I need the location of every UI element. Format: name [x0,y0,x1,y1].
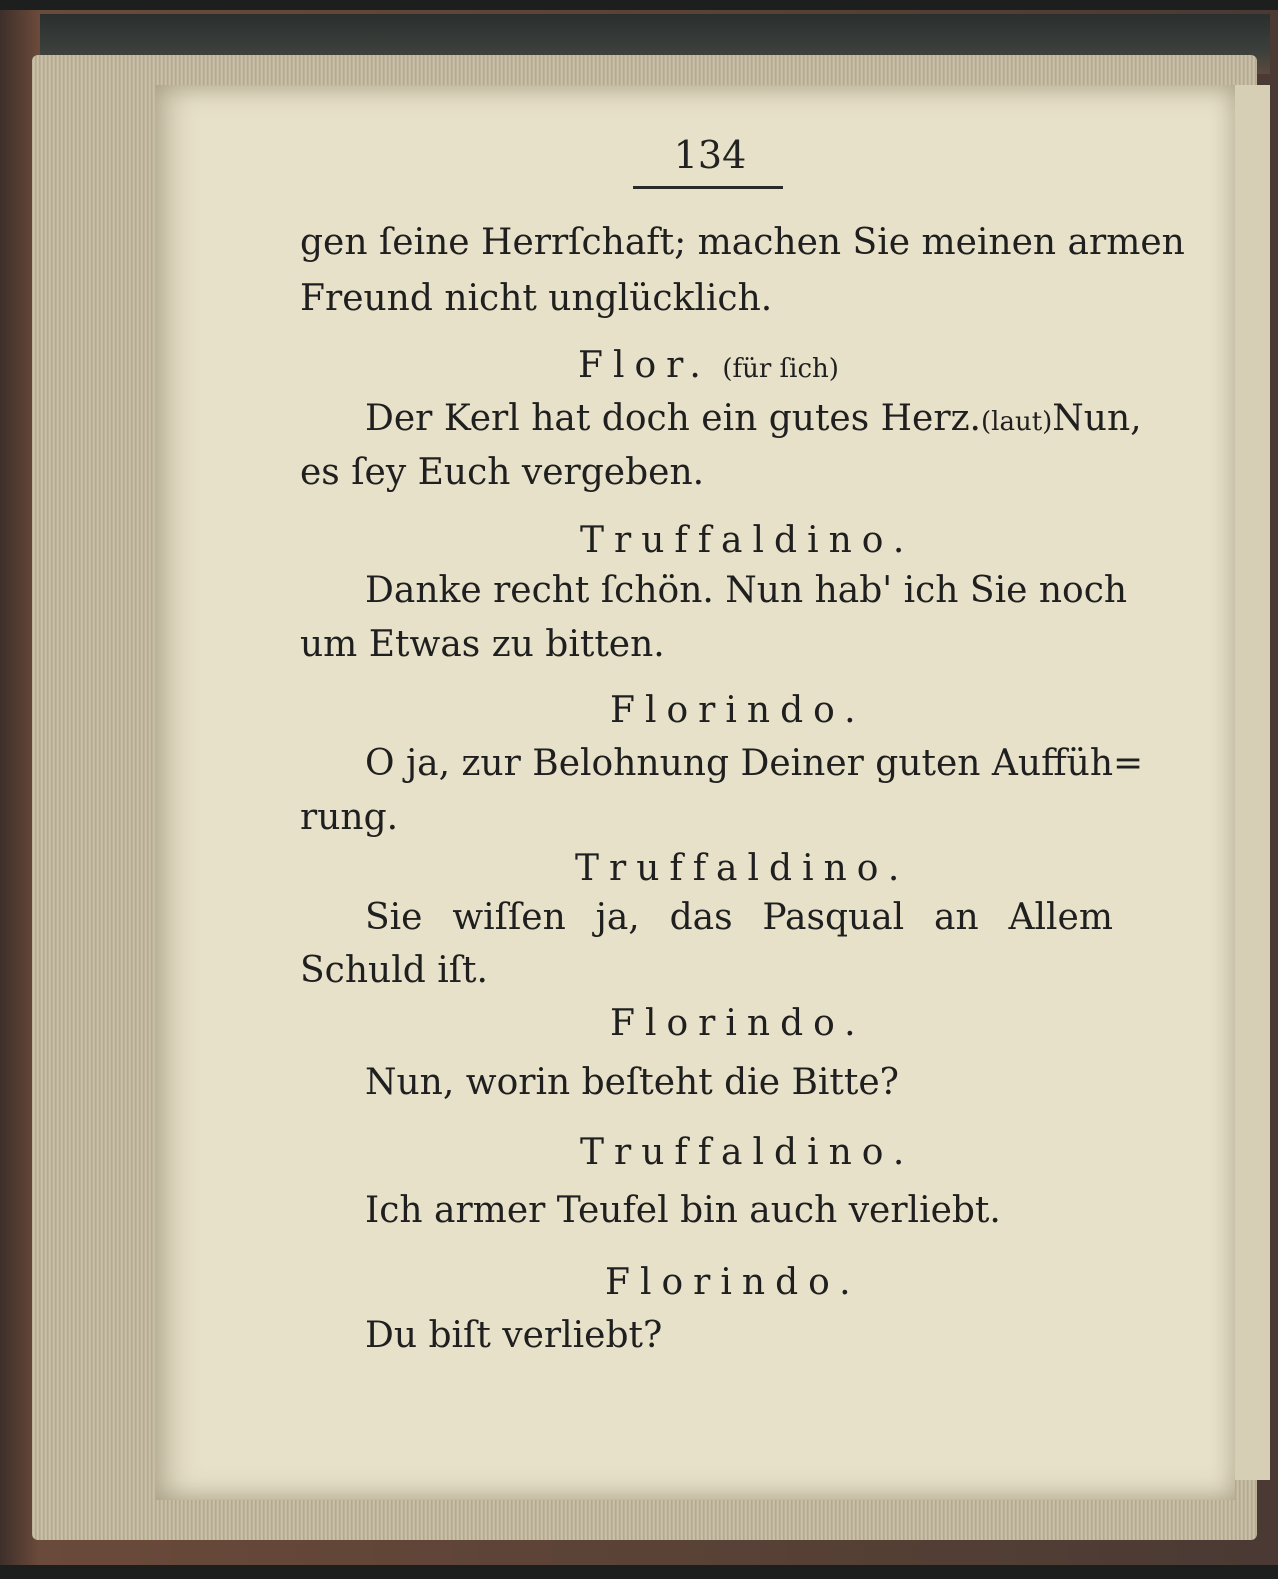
text-line: Ich armer Teufel bin auch verliebt. [365,1190,1001,1231]
text-line: Danke recht ſchön. Nun hab' ich Sie noch [365,570,1128,611]
text-line: Schuld iſt. [300,950,488,991]
speaker-name: Truffaldino. [580,520,915,561]
speaker-name: Truffaldino. [575,848,910,889]
text-line: Freund nicht unglücklich. [300,278,773,319]
text-line [365,398,1142,439]
speaker-name: Florindo. [610,1003,866,1044]
text-segment: Nun, [1052,398,1142,439]
stage-direction: (für ſich) [722,354,839,384]
text-line: Nun, worin beſteht die Bitte? [365,1062,899,1103]
header-rule [633,186,783,189]
text-segment: Der Kerl hat doch ein gutes Herz. [365,398,981,439]
page-number: 134 [673,133,747,177]
speaker-name: Florindo. [610,690,866,731]
speaker-name: Florindo. [605,1262,861,1303]
text-line: es ſey Euch vergeben. [300,452,705,493]
text-line: gen ſeine Herrſchaft; machen Sie meinen armen [300,222,1185,263]
text-line: Du biſt verliebt? [365,1315,663,1356]
speaker-name: Truffaldino. [580,1132,915,1173]
text-line: O ja, zur Belohnung Deiner guten Auffüh= [365,743,1144,784]
speaker-line [578,345,839,386]
text-line: Sie wiſſen ja, das Pasqual an Allem [365,897,1113,938]
stage-direction: (laut) [980,407,1053,437]
text-line: um Etwas zu bitten. [300,624,665,665]
text-line: rung. [300,797,399,838]
speaker-name: Flor. [578,345,711,386]
